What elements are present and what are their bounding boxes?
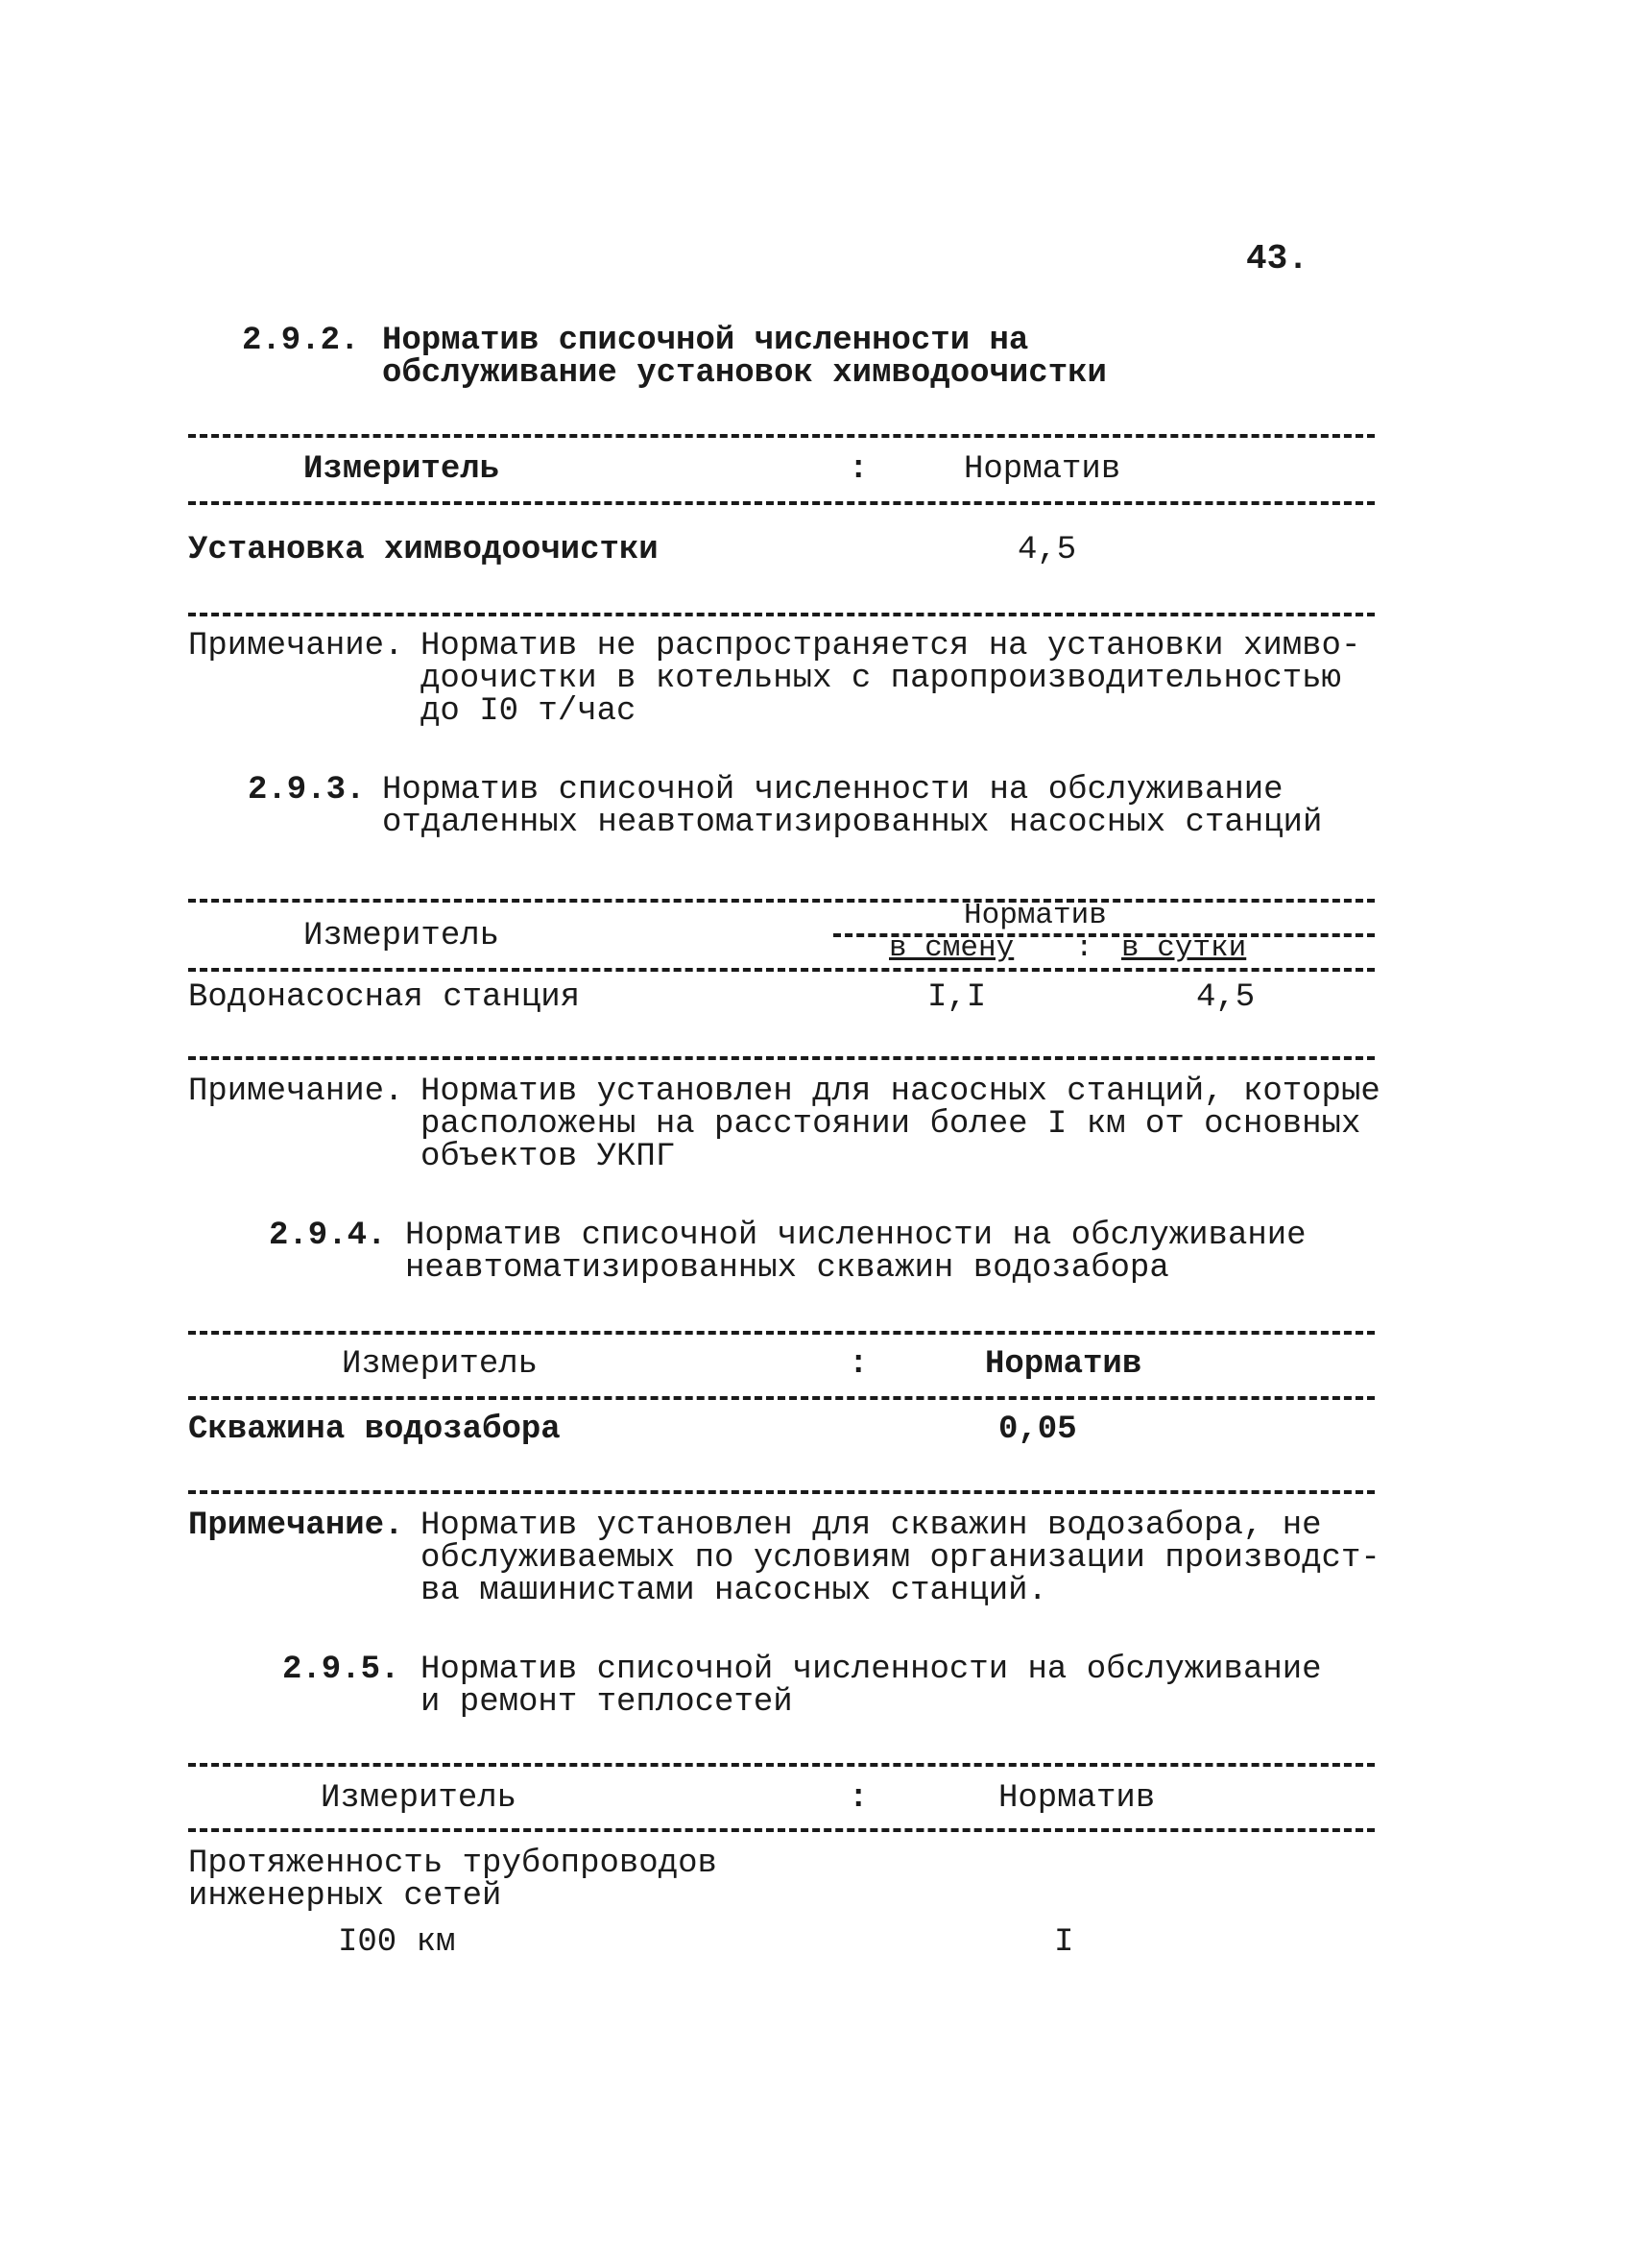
table-rule-top	[188, 434, 1375, 438]
note-line3: объектов УКПГ	[420, 1139, 676, 1175]
subheader-day: в сутки	[1121, 931, 1247, 965]
row-label: Скважина водозабора	[188, 1411, 561, 1448]
row-value-shift: I,I	[927, 979, 987, 1016]
table-rule-mid	[188, 501, 1375, 505]
header-norm: Норматив	[964, 451, 1121, 488]
note-line3: ва машинистами насосных станций.	[420, 1573, 1047, 1609]
note-line2: доочистки в котельных с паропроизводительностью	[420, 661, 1341, 697]
header-norm: Норматив	[998, 1780, 1156, 1817]
header-measure: Измеритель	[321, 1780, 517, 1817]
section-title-line2: неавтоматизированных скважин водозабора	[405, 1250, 1169, 1287]
section-number: 2.9.2.	[242, 323, 360, 359]
note-label: Примечание.	[188, 1508, 404, 1544]
table-rule-top	[188, 1331, 1375, 1335]
row-unit: I00 км	[338, 1924, 456, 1961]
table-rule-mid	[188, 1828, 1375, 1832]
note-line1: Норматив установлен для скважин водозабора, не	[420, 1508, 1322, 1544]
note-line1: Норматив не распространяется на установки химво-	[420, 628, 1361, 664]
note-label: Примечание.	[188, 1074, 404, 1110]
section-title-line2: обслуживание установок химводоочистки	[382, 355, 1107, 392]
note-line2: обслуживаемых по условиям организации производст-	[420, 1540, 1380, 1577]
header-separator: :	[849, 1780, 869, 1817]
header-measure: Измеритель	[303, 918, 500, 954]
section-title-line1: Норматив списочной численности на	[382, 323, 1029, 359]
header-measure: Измеритель	[303, 451, 500, 488]
table-rule-bottom	[188, 1056, 1375, 1060]
page-number: 43.	[1246, 239, 1308, 278]
table-rule-mid	[188, 1396, 1375, 1400]
section-title-line2: отдаленных неавтоматизированных насосных станций	[382, 805, 1323, 841]
subheader-shift: в смену	[889, 931, 1015, 965]
note-line2: расположены на расстоянии более I км от основных	[420, 1106, 1361, 1143]
header-norm: Норматив	[985, 1346, 1142, 1383]
header-separator: :	[849, 1346, 869, 1383]
row-label-line2: инженерных сетей	[188, 1878, 502, 1915]
section-number: 2.9.5.	[282, 1652, 400, 1688]
section-title-line1: Норматив списочной численности на обслуживание	[382, 772, 1284, 808]
row-value: 4,5	[1018, 532, 1077, 568]
section-title-line1: Норматив списочной численности на обслуживание	[405, 1218, 1307, 1254]
subheader-separator: :	[1075, 931, 1093, 965]
header-norm: Норматив	[964, 899, 1107, 932]
header-separator: :	[849, 451, 869, 488]
section-number: 2.9.4.	[269, 1218, 387, 1254]
note-line3: до I0 т/час	[420, 693, 636, 730]
table-rule-top	[188, 1763, 1375, 1767]
table-rule-bottom	[188, 1490, 1375, 1494]
row-value-day: 4,5	[1196, 979, 1256, 1016]
table-rule-top	[188, 899, 1375, 903]
note-line1: Норматив установлен для насосных станций, которые	[420, 1074, 1380, 1110]
section-title-line2: и ремонт теплосетей	[420, 1684, 793, 1721]
header-measure: Измеритель	[342, 1346, 539, 1383]
table-rule-mid	[188, 968, 1375, 972]
row-label: Установка химводоочистки	[188, 532, 659, 568]
row-label-line1: Протяженность трубопроводов	[188, 1846, 717, 1882]
section-number: 2.9.3.	[248, 772, 366, 808]
section-title-line1: Норматив списочной численности на обслуживание	[420, 1652, 1322, 1688]
note-label: Примечание.	[188, 628, 404, 664]
row-label: Водонасосная станция	[188, 979, 581, 1016]
row-value: I	[1054, 1924, 1074, 1961]
table-rule-bottom	[188, 613, 1375, 616]
row-value: 0,05	[998, 1411, 1077, 1448]
